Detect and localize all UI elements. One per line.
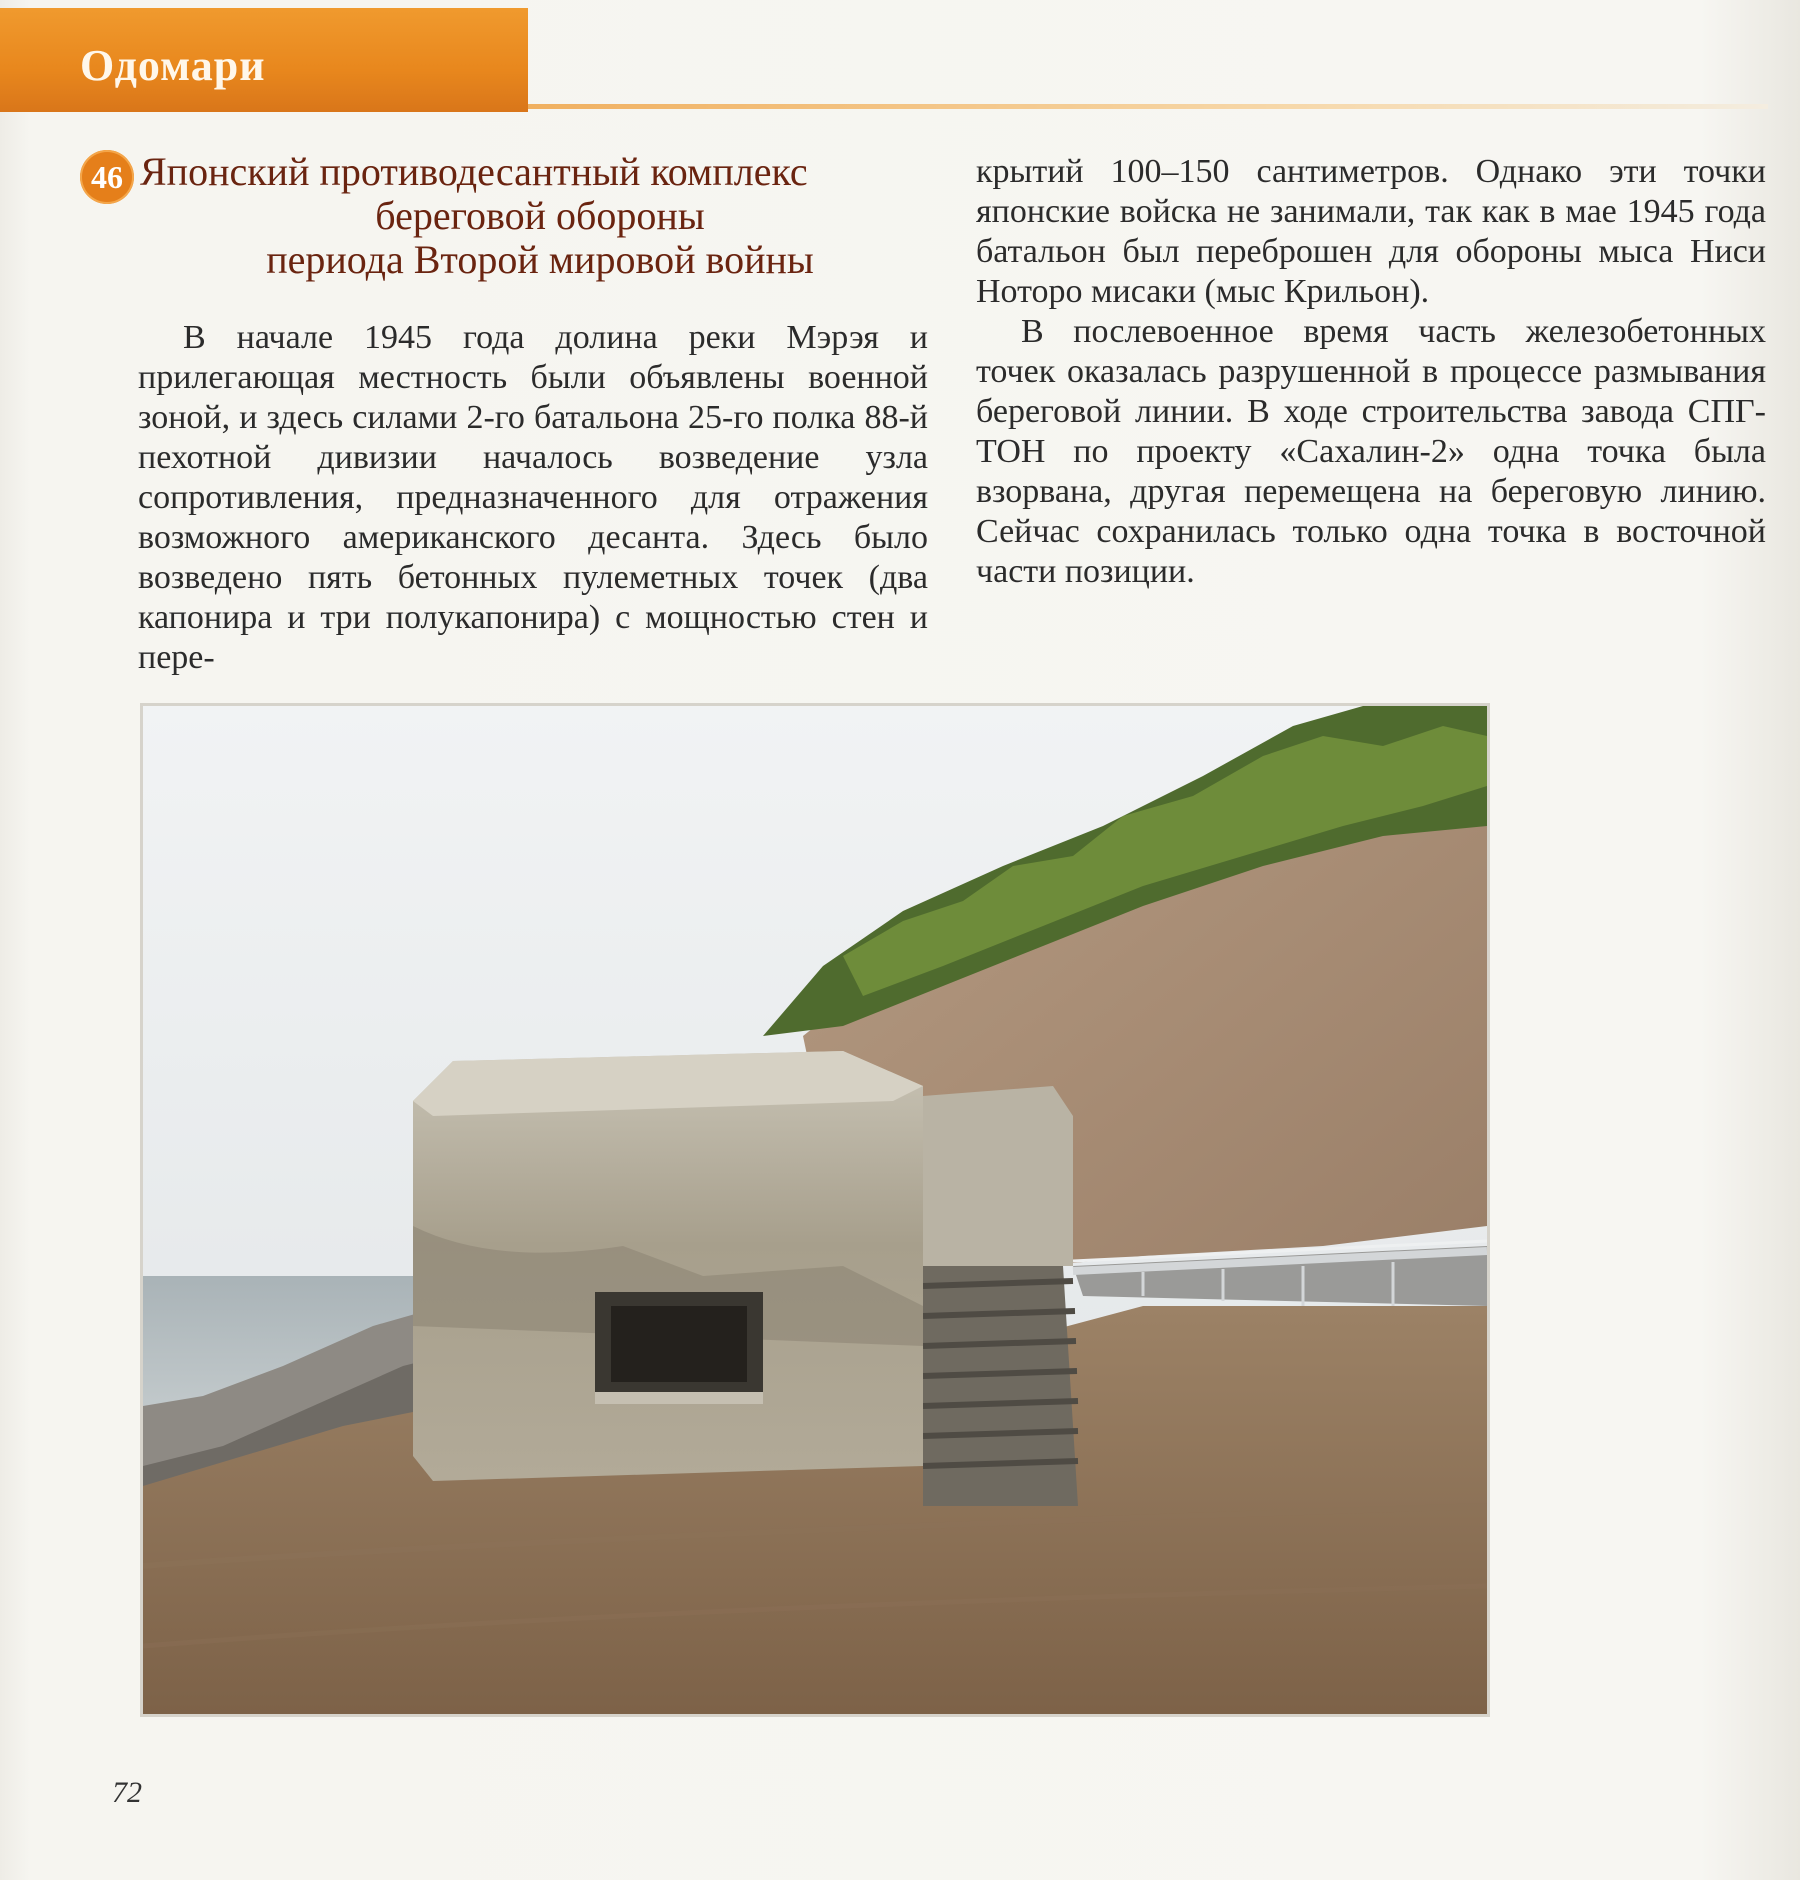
article-title-line-3: периода Второй мировой войны [266, 237, 814, 282]
article-photo [140, 703, 1490, 1717]
pillbox-photo-illustration [143, 706, 1487, 1714]
page-number: 72 [112, 1776, 142, 1809]
article-number-badge: 46 [80, 150, 134, 204]
text-column-left [138, 318, 928, 678]
paragraph-1-continued: крытий 100–150 сантиметров. Однако эти точки японские войска не занимали, так как в мае 1945 года батальон был переброшен для обороны мыса Ниси Ноторо мисаки (мыс Крильон). [976, 153, 1766, 310]
header-divider [528, 104, 1768, 109]
paragraph-2: В послевоенное время часть железобетонных точек оказалась разрушенной в процессе размывания береговой линии. В ходе строительства завода СПГ-ТОН по проекту «Сахалин-2» одна точка была взорвана, другая перемещена на береговую линию. Сейчас сохранилась только одна точка в восточной части позиции. [976, 313, 1766, 590]
text-column-right [976, 152, 1766, 592]
paragraph-1: В начале 1945 года долина реки Мэрэя и прилегающая местность были объявлены военной зоной, и здесь силами 2-го батальона 25-го полка 88-й пехотной дивизии началось возведение узла сопротивления, предназначенного для отражения возможного американского десанта. Здесь было возведено пять бетонных пулеметных точек (два капонира и три полукапонира) с мощностью стен и пере- [138, 319, 928, 676]
section-header-title: Одомари [80, 41, 266, 90]
article-title [140, 150, 940, 282]
article-title-line-1: Японский противодесантный комплекс [140, 149, 808, 194]
article-title-line-2: береговой обороны [375, 193, 705, 238]
